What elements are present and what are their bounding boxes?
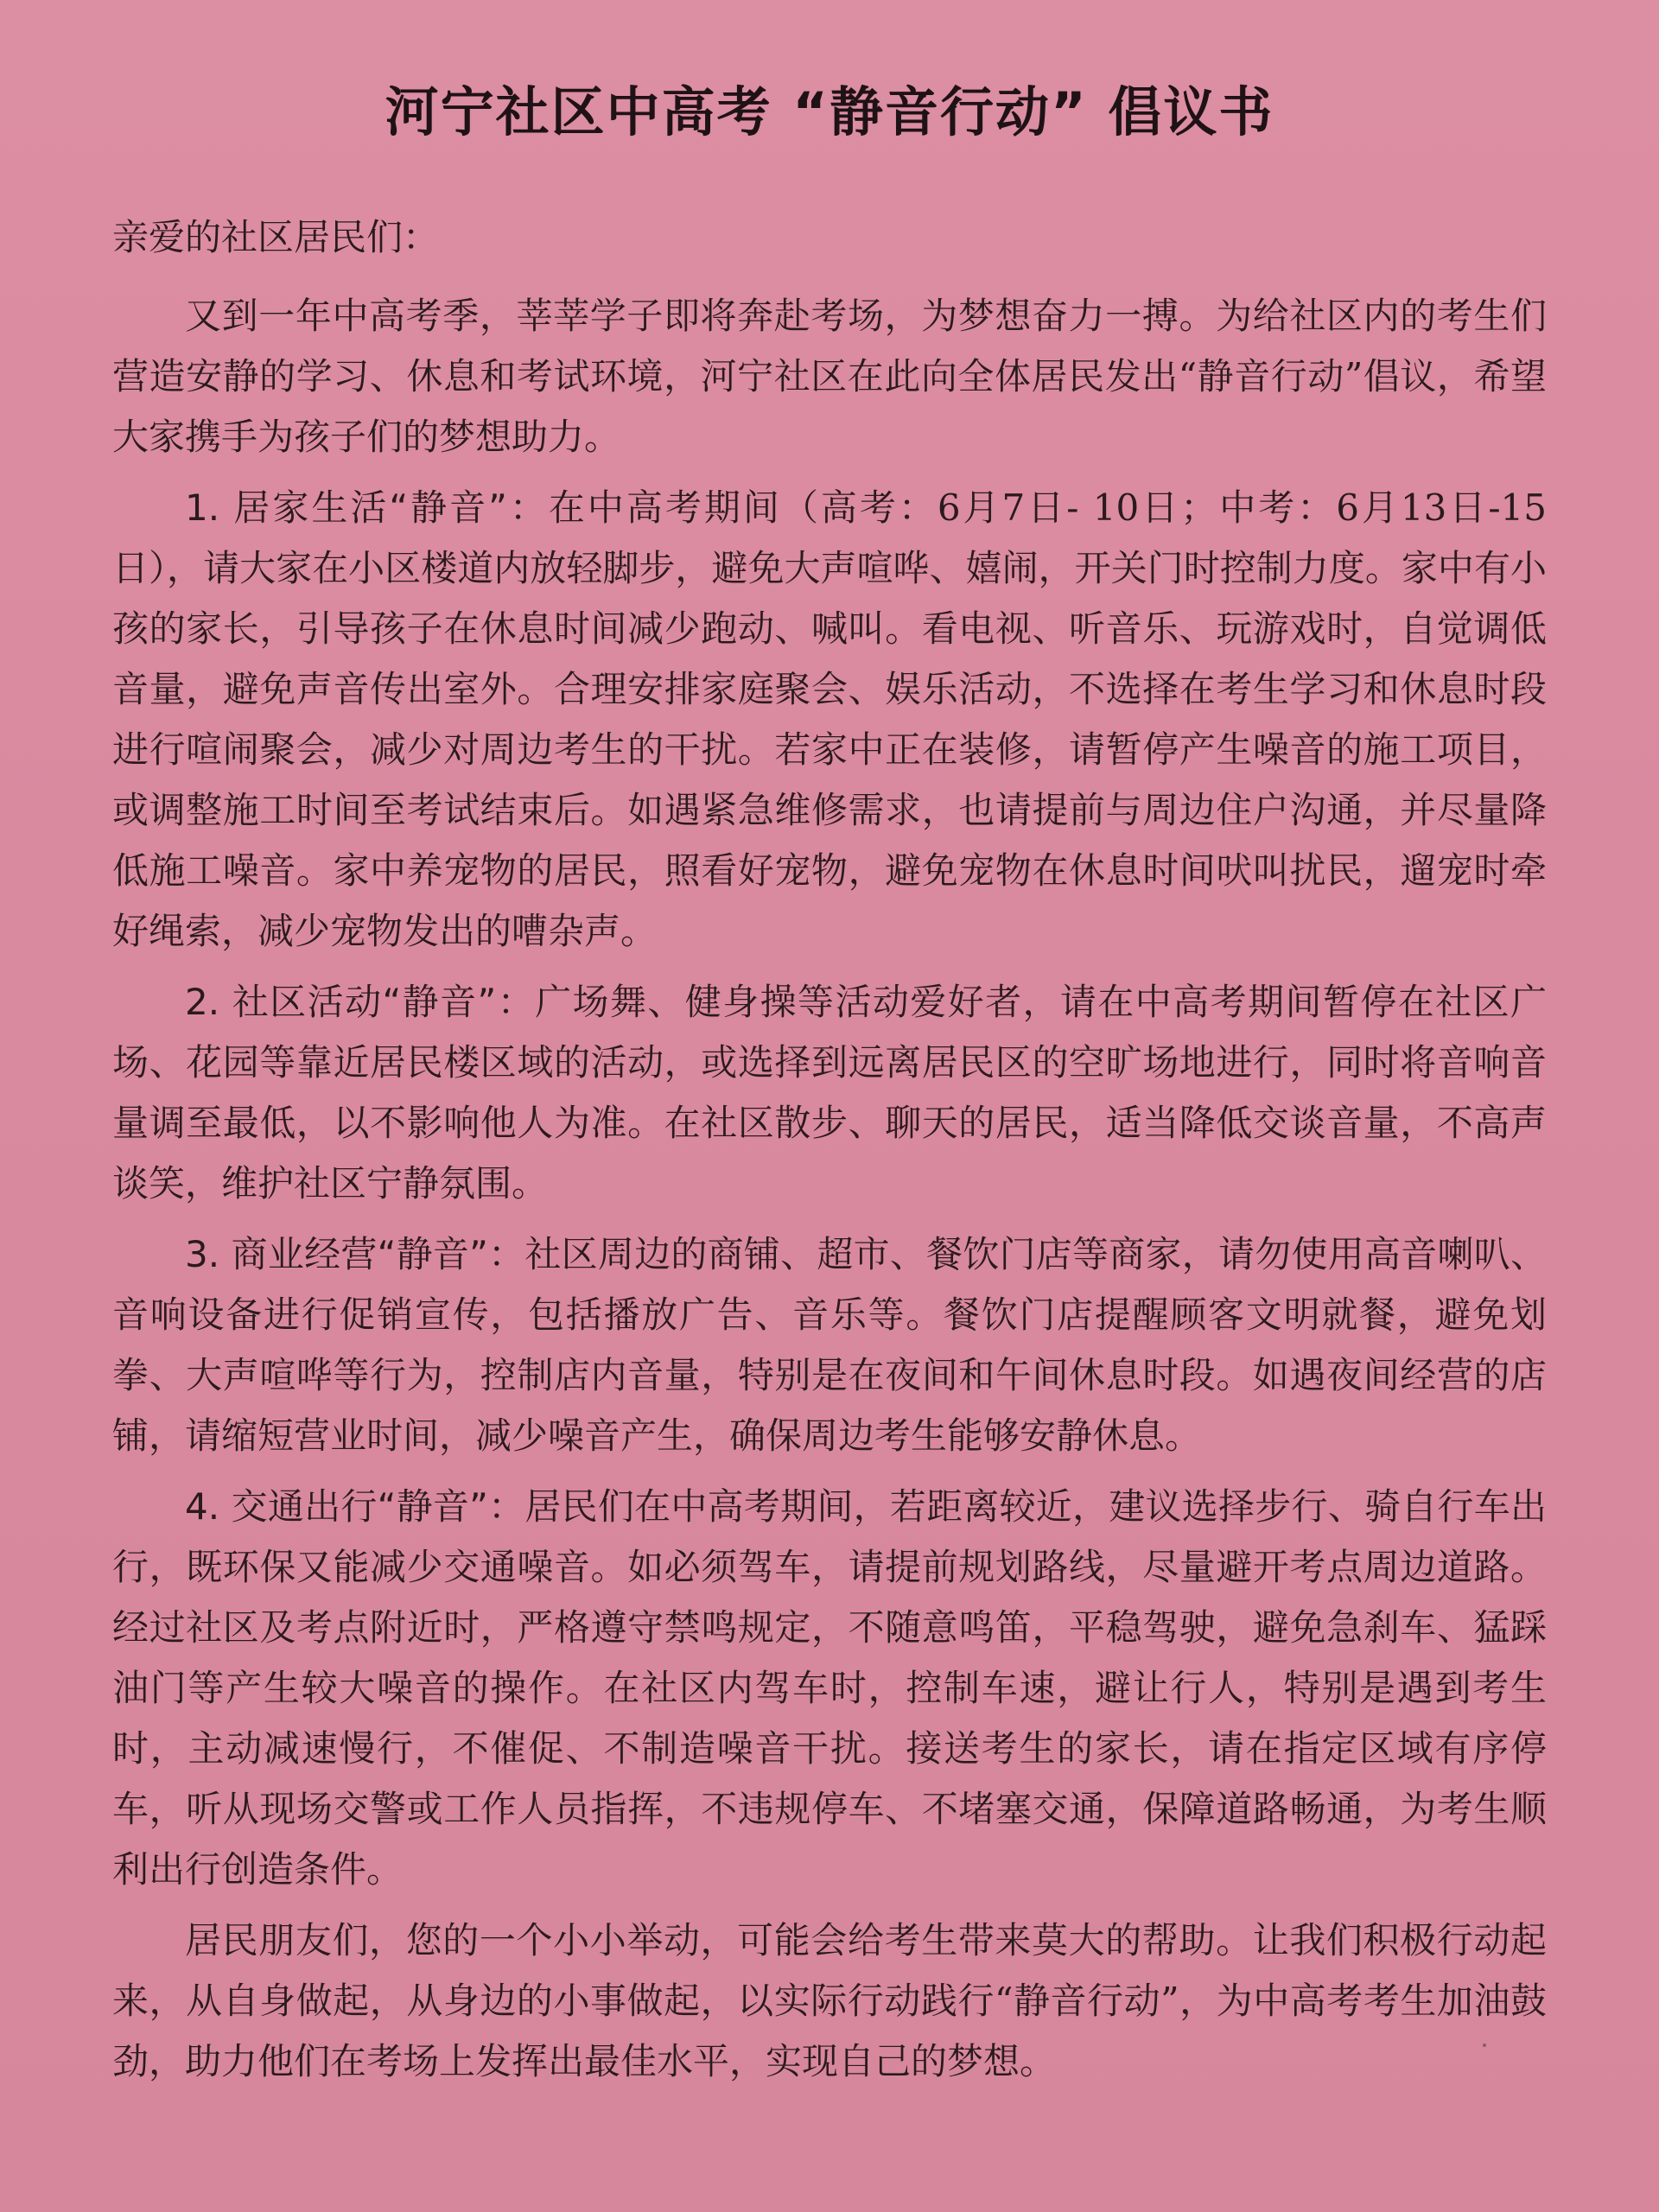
item-paragraph-1 <box>112 478 1547 962</box>
item-text-4: 居民们在中高考期间，若距离较近，建议选择步行、骑自行车出行，既环保又能减少交通噪音。如必须驾车，请提前规划路线，尽量避开考点周边道路。经过社区及考点附近时，严格遵守禁鸣规定，不随意鸣笛，平稳驾驶，避免急刹车、猛踩油门等产生较大噪音的操作。在社区内驾车时，控制车速，避让行人，特别是遇到考生时，主动减速慢行，不催促、不制造噪音干扰。接送考生的家长，请在指定区域有序停车，听从现场交警或工作人员指挥，不违规停车、不堵塞交通，保障道路畅通，为考生顺利出行创造条件。 <box>112 1485 1547 1891</box>
closing-paragraph: 居民朋友们，您的一个小小举动，可能会给考生带来莫大的帮助。让我们积极行动起来，从自身做起，从身边的小事做起，以实际行动践行“静音行动”，为中高考考生加油鼓劲，助力他们在考场上发挥出最佳水平，实现自己的梦想。 <box>112 1919 1547 2082</box>
item-heading-2: 2. 社区活动“静音”： <box>185 981 536 1023</box>
greeting: 亲爱的社区居民们： <box>112 216 440 258</box>
item-heading-3: 3. 商业经营“静音”： <box>185 1233 525 1275</box>
item-text-2: 广场舞、健身操等活动爱好者，请在中高考期间暂停在社区广场、花园等靠近居民楼区域的活动，或选择到远离居民区的空旷场地进行，同时将音响音量调至最低，以不影响他人为准。在社区散步、聊天的居民，适当降低交谈音量，不高声谈笑，维护社区宁静氛围。 <box>112 981 1547 1205</box>
document-title: 河宁社区中高考 “静音行动” 倡议书 <box>385 80 1274 143</box>
item-text-1: 在中高考期间（高考：6月7日- 10日；中考：6月13日-15日），请大家在小区楼道内放轻脚步，避免大声喧哗、嬉闹，开关门时控制力度。家中有小孩的家长，引导孩子在休息时间减少跑动、喊叫。看电视、听音乐、玩游戏时，自觉调低音量，避免声音传出室外。合理安排家庭聚会、娱乐活动，不选择在考生学习和休息时段进行喧闹聚会，减少对周边考生的干扰。若家中正在装修，请暂停产生噪音的施工项目，或调整施工时间至考试结束后。如遇紧急维修需求，也请提前与周边住户沟通，并尽量降低施工噪音。家中养宠物的居民，照看好宠物，避免宠物在休息时间吠叫扰民，遛宠时牵好绳索，减少宠物发出的嘈杂声。 <box>112 486 1547 952</box>
item-paragraph-4 <box>112 1477 1547 1900</box>
item-heading-1: 1. 居家生活“静音”： <box>185 486 549 529</box>
paper-speck <box>1483 2044 1486 2047</box>
item-heading-4: 4. 交通出行“静音”： <box>185 1485 525 1528</box>
item-paragraph-2 <box>112 972 1547 1214</box>
intro-paragraph: 又到一年中高考季，莘莘学子即将奔赴考场，为梦想奋力一搏。为给社区内的考生们营造安静的学习、休息和考试环境，河宁社区在此向全体居民发出“静音行动”倡议，希望大家携手为孩子们的梦想助力。 <box>112 295 1547 458</box>
item-text-3: 社区周边的商铺、超市、餐饮门店等商家，请勿使用高音喇叭、音响设备进行促销宣传，包括播放广告、音乐等。餐饮门店提醒顾客文明就餐，避免划拳、大声喧哗等行为，控制店内音量，特别是在夜间和午间休息时段。如遇夜间经营的店铺，请缩短营业时间，减少噪音产生，确保周边考生能够安静休息。 <box>112 1233 1547 1457</box>
item-paragraph-3 <box>112 1224 1547 1466</box>
